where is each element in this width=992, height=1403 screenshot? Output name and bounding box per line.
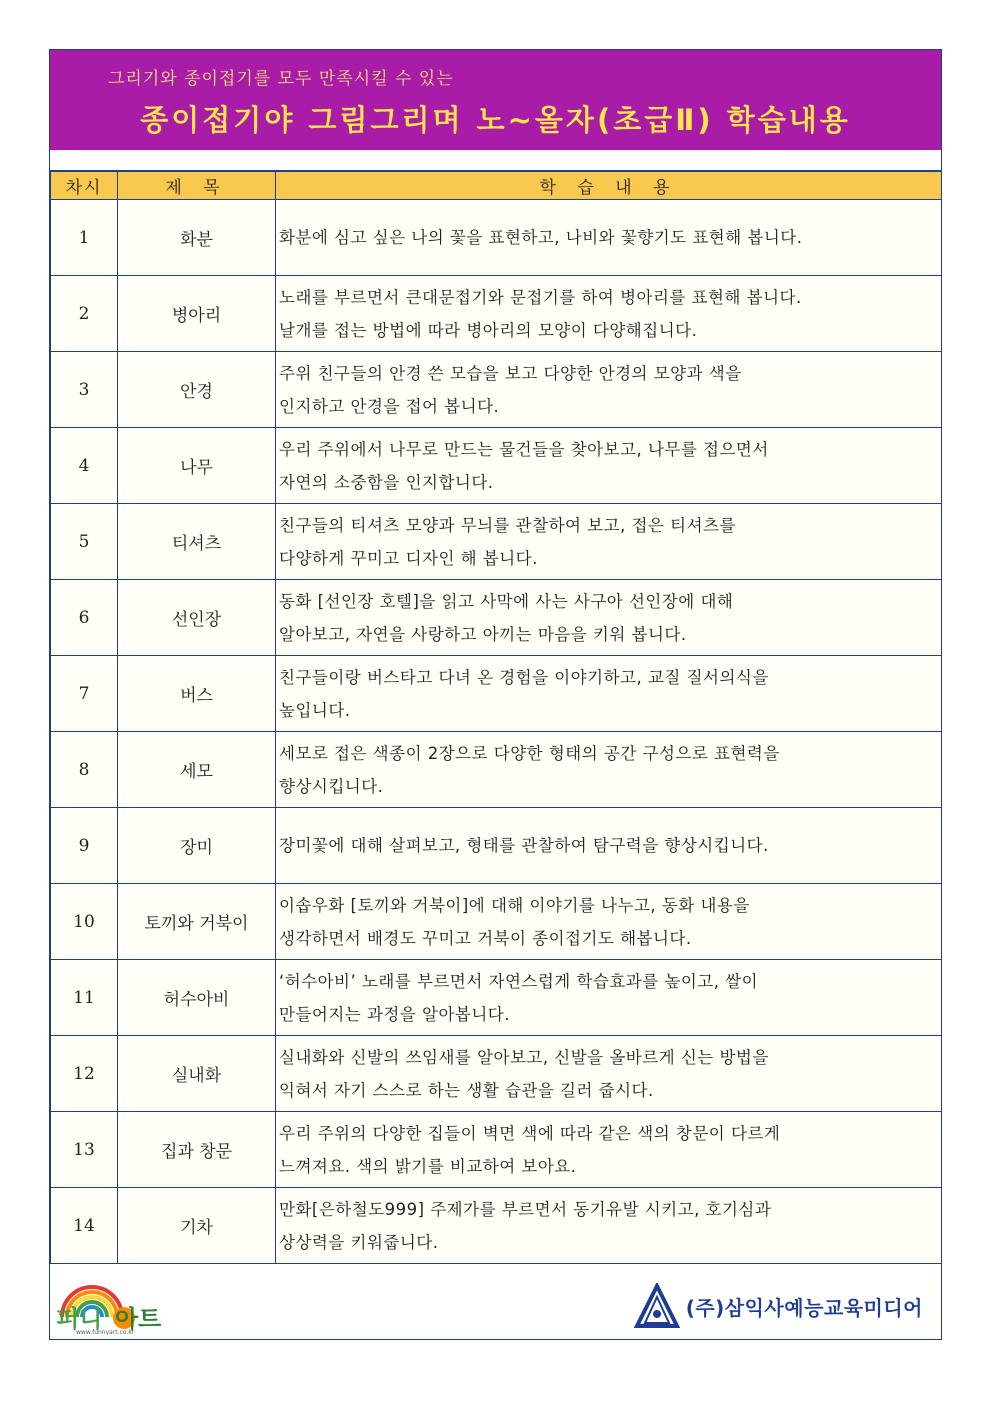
session-number: 13 bbox=[51, 1112, 118, 1188]
column-header-title: 제 목 bbox=[118, 172, 276, 200]
lesson-content-line: 만화[은하철도999] 주제가를 부르면서 동기유발 시키고, 호기심과 bbox=[279, 1199, 772, 1219]
lesson-content-line: 알아보고, 자연을 사랑하고 아끼는 마음을 키워 봅니다. bbox=[279, 624, 687, 644]
table-row bbox=[51, 276, 942, 352]
table-row bbox=[51, 352, 942, 428]
lesson-content bbox=[276, 1112, 942, 1188]
lesson-content-line: 익혀서 자기 스스로 하는 생활 습관을 길러 줍시다. bbox=[279, 1080, 654, 1100]
lesson-content-line: 우리 주위의 다양한 집들이 벽면 색에 따라 같은 색의 창문이 다르게 bbox=[279, 1123, 781, 1143]
lesson-content bbox=[276, 884, 942, 960]
banner-title: 종이접기야 그림그리며 노~올자(초급Ⅱ) 학습내용 bbox=[140, 103, 851, 137]
document-sheet bbox=[49, 49, 942, 1340]
table-row bbox=[51, 808, 942, 884]
lesson-title: 버스 bbox=[118, 656, 276, 732]
svg-text:아트: 아트 bbox=[115, 1305, 162, 1333]
lesson-content bbox=[276, 1036, 942, 1112]
lesson-content bbox=[276, 808, 942, 884]
table-row bbox=[51, 1188, 942, 1264]
table-row bbox=[51, 1112, 942, 1188]
session-number: 11 bbox=[51, 960, 118, 1036]
lesson-content-line: 날개를 접는 방법에 따라 병아리의 모양이 다양해집니다. bbox=[279, 320, 698, 340]
lesson-content-line: 동화 [선인장 호텔]을 읽고 사막에 사는 사구아 선인장에 대해 bbox=[279, 591, 734, 611]
lesson-title: 나무 bbox=[118, 428, 276, 504]
table-row bbox=[51, 428, 942, 504]
lesson-content bbox=[276, 732, 942, 808]
lesson-content bbox=[276, 504, 942, 580]
table-row bbox=[51, 884, 942, 960]
lesson-content-line: 친구들이랑 버스타고 다녀 온 경험을 이야기하고, 교질 질서의식을 bbox=[279, 667, 769, 687]
footer bbox=[50, 1269, 941, 1339]
lesson-content-line: 만들어지는 과정을 알아봅니다. bbox=[279, 1004, 510, 1024]
lesson-title: 기차 bbox=[118, 1188, 276, 1264]
lesson-title: 허수아비 bbox=[118, 960, 276, 1036]
table-header-row bbox=[51, 172, 942, 200]
lesson-content bbox=[276, 276, 942, 352]
session-number: 3 bbox=[51, 352, 118, 428]
lesson-content bbox=[276, 656, 942, 732]
lesson-content-line: 자연의 소중함을 인지합니다. bbox=[279, 472, 494, 492]
lesson-content-line: 화분에 심고 싶은 나의 꽃을 표현하고, 나비와 꽃향기도 표현해 봅니다. bbox=[279, 228, 803, 247]
triangle-emblem-icon bbox=[634, 1283, 680, 1329]
lesson-content-line: 향상시킵니다. bbox=[279, 776, 384, 796]
session-number: 9 bbox=[51, 808, 118, 884]
session-number: 4 bbox=[51, 428, 118, 504]
svg-text:퍼니: 퍼니 bbox=[56, 1305, 103, 1333]
column-header-session: 차시 bbox=[51, 172, 118, 200]
lesson-content-line: 장미꽃에 대해 살펴보고, 형태를 관찰하여 탐구력을 향상시킵니다. bbox=[279, 836, 769, 855]
lesson-title: 집과 창문 bbox=[118, 1112, 276, 1188]
samik-logo bbox=[634, 1281, 923, 1331]
lesson-content-line: 친구들의 티셔츠 모양과 무늬를 관찰하여 보고, 접은 티셔츠를 bbox=[279, 515, 736, 535]
lesson-content bbox=[276, 960, 942, 1036]
table-body bbox=[51, 200, 942, 1264]
session-number: 7 bbox=[51, 656, 118, 732]
table-row bbox=[51, 200, 942, 276]
lesson-title: 병아리 bbox=[118, 276, 276, 352]
column-header-content: 학 습 내 용 bbox=[276, 172, 942, 200]
table-row bbox=[51, 504, 942, 580]
lesson-content bbox=[276, 428, 942, 504]
lesson-content bbox=[276, 352, 942, 428]
lesson-content-line: 느껴져요. 색의 밝기를 비교하여 보아요. bbox=[279, 1156, 577, 1176]
table-row bbox=[51, 960, 942, 1036]
samik-logo-text: (주)삼익사예능교육미디어 bbox=[685, 1295, 923, 1320]
lesson-title: 세모 bbox=[118, 732, 276, 808]
lesson-content-line: ‘허수아비’ 노래를 부르면서 자연스럽게 학습효과를 높이고, 쌀이 bbox=[279, 971, 759, 991]
lesson-content-line: 상상력을 키워줍니다. bbox=[279, 1232, 439, 1252]
lesson-content-line: 이솝우화 [토끼와 거북이]에 대해 이야기를 나누고, 동화 내용을 bbox=[279, 895, 750, 915]
lesson-title: 장미 bbox=[118, 808, 276, 884]
lesson-title: 토끼와 거북이 bbox=[118, 884, 276, 960]
lesson-title: 안경 bbox=[118, 352, 276, 428]
lesson-title: 선인장 bbox=[118, 580, 276, 656]
table-row bbox=[51, 732, 942, 808]
lesson-title: 실내화 bbox=[118, 1036, 276, 1112]
banner-spacer bbox=[50, 150, 941, 171]
lesson-content-line: 다양하게 꾸미고 디자인 해 봅니다. bbox=[279, 548, 538, 568]
lesson-title: 화분 bbox=[118, 200, 276, 276]
lesson-table bbox=[50, 171, 942, 1264]
lesson-content-line: 인지하고 안경을 접어 봅니다. bbox=[279, 396, 500, 416]
lesson-content-line: 생각하면서 배경도 꾸미고 거북이 종이접기도 해봅니다. bbox=[279, 928, 692, 948]
lesson-content-line: 우리 주위에서 나무로 만드는 물건들을 찾아보고, 나무를 접으면서 bbox=[279, 439, 769, 459]
session-number: 1 bbox=[51, 200, 118, 276]
banner-subtitle: 그리기와 종이접기를 모두 만족시킬 수 있는 bbox=[108, 69, 454, 89]
lesson-content-line: 세모로 접은 색종이 2장으로 다양한 형태의 공간 구성으로 표현력을 bbox=[279, 743, 780, 763]
session-number: 12 bbox=[51, 1036, 118, 1112]
lesson-content-line: 실내화와 신발의 쓰임새를 알아보고, 신발을 올바르게 신는 방법을 bbox=[279, 1047, 769, 1067]
table-row bbox=[51, 656, 942, 732]
lesson-content bbox=[276, 200, 942, 276]
session-number: 5 bbox=[51, 504, 118, 580]
lesson-content-line: 높입니다. bbox=[279, 700, 351, 720]
lesson-content bbox=[276, 1188, 942, 1264]
svg-text:www.funnyart.co.kr: www.funnyart.co.kr bbox=[76, 1329, 135, 1335]
funnyart-logo bbox=[52, 1277, 187, 1335]
session-number: 10 bbox=[51, 884, 118, 960]
lesson-content-line: 노래를 부르면서 큰대문접기와 문접기를 하여 병아리를 표현해 봅니다. bbox=[279, 287, 802, 307]
table-row bbox=[51, 1036, 942, 1112]
session-number: 14 bbox=[51, 1188, 118, 1264]
session-number: 2 bbox=[51, 276, 118, 352]
table-row bbox=[51, 580, 942, 656]
lesson-content-line: 주위 친구들의 안경 쓴 모습을 보고 다양한 안경의 모양과 색을 bbox=[279, 363, 742, 383]
lesson-title: 티셔츠 bbox=[118, 504, 276, 580]
title-banner bbox=[50, 50, 941, 150]
lesson-content bbox=[276, 580, 942, 656]
session-number: 8 bbox=[51, 732, 118, 808]
session-number: 6 bbox=[51, 580, 118, 656]
